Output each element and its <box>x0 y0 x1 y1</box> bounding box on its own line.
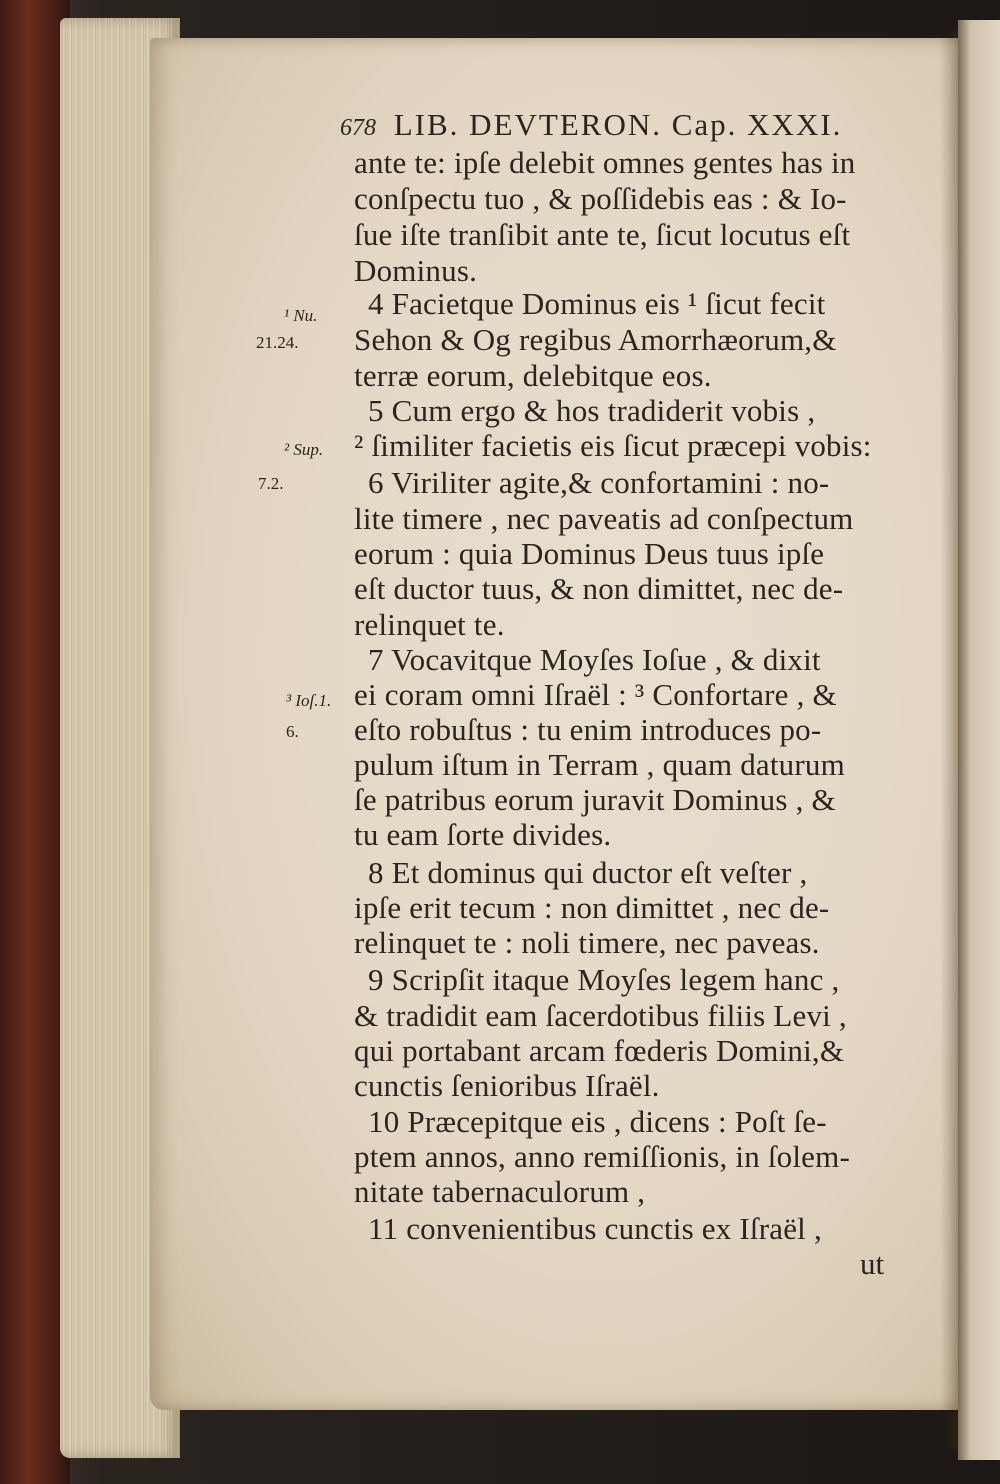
text-line: ptem annos, anno remiſſionis, in ſolem- <box>354 1139 850 1174</box>
text-line: qui portabant arcam fœderis Domini,& <box>354 1033 845 1068</box>
margin-note: ² Sup. <box>284 440 324 459</box>
text-line: & tradidit eam ſacerdotibus filiis Levi , <box>354 998 847 1033</box>
text-line: 7 Vocavitque Moyſes Ioſue , & dixit <box>368 642 821 677</box>
margin-note: ³ Ioſ.1. <box>286 691 332 710</box>
text-line: relinquet te : noli timere, nec paveas. <box>354 925 820 960</box>
margin-note: 7.2. <box>258 474 284 493</box>
margin-note: 21.24. <box>256 333 299 352</box>
text-line: ſe patribus eorum juravit Dominus , & <box>354 782 836 817</box>
text-line: ei coram omni Iſraël : ³ Confortare , & <box>354 677 837 712</box>
text-line: nitate tabernaculorum , <box>354 1174 646 1209</box>
text-line: pulum iſtum in Terram , quam daturum <box>354 747 845 782</box>
text-line: 10 Præcepitque eis , dicens : Poſt ſe- <box>368 1104 827 1139</box>
text-line: ² ſimiliter facietis eis ſicut præcepi vobis: <box>354 428 872 463</box>
facing-page-edge <box>958 20 1000 1460</box>
text-line: terræ eorum, delebitque eos. <box>354 358 712 393</box>
catchword: ut <box>860 1246 885 1281</box>
text-line: cunctis ſenioribus Iſraël. <box>354 1068 660 1103</box>
text-line: 8 Et dominus qui ductor eſt veſter , <box>368 855 808 890</box>
text-line: Sehon & Og regibus Amorrhæorum,& <box>354 322 837 357</box>
text-line: 5 Cum ergo & hos tradiderit vobis , <box>368 393 816 428</box>
margin-note: 6. <box>286 722 299 741</box>
text-line: eorum : quia Dominus Deus tuus ipſe <box>354 536 825 571</box>
text-line: tu eam ſorte divides. <box>354 817 612 852</box>
text-line: relinquet te. <box>354 607 505 642</box>
text-line: Dominus. <box>354 253 478 288</box>
text-line: conſpectu tuo , & poſſidebis eas : & Io- <box>354 181 847 216</box>
margin-note: ¹ Nu. <box>284 306 318 325</box>
running-header <box>340 107 842 143</box>
text-line: 11 convenientibus cunctis ex Iſraël , <box>368 1211 822 1246</box>
text-line: 6 Viriliter agite,& confortamini : no- <box>368 465 830 500</box>
page-number: 678 <box>340 115 376 141</box>
text-line: 4 Facietque Dominus eis ¹ ſicut fecit <box>368 286 826 321</box>
text-line: eſto robuſtus : tu enim introduces po- <box>354 712 822 747</box>
running-title: LIB. DEVTERON. <box>393 107 662 142</box>
text-line: ante te: ipſe delebit omnes gentes has in <box>354 145 856 180</box>
chapter-label: Cap. XXXI. <box>671 107 843 142</box>
text-line: ipſe erit tecum : non dimittet , nec de- <box>354 890 830 925</box>
text-line: lite timere , nec paveatis ad conſpectum <box>354 501 854 536</box>
text-line: 9 Scripſit itaque Moyſes legem hanc , <box>368 962 840 997</box>
text-line: ſue iſte tranſibit ante te, ſicut locutus eſt <box>354 217 851 252</box>
text-line: eſt ductor tuus, & non dimittet, nec de- <box>354 571 844 606</box>
